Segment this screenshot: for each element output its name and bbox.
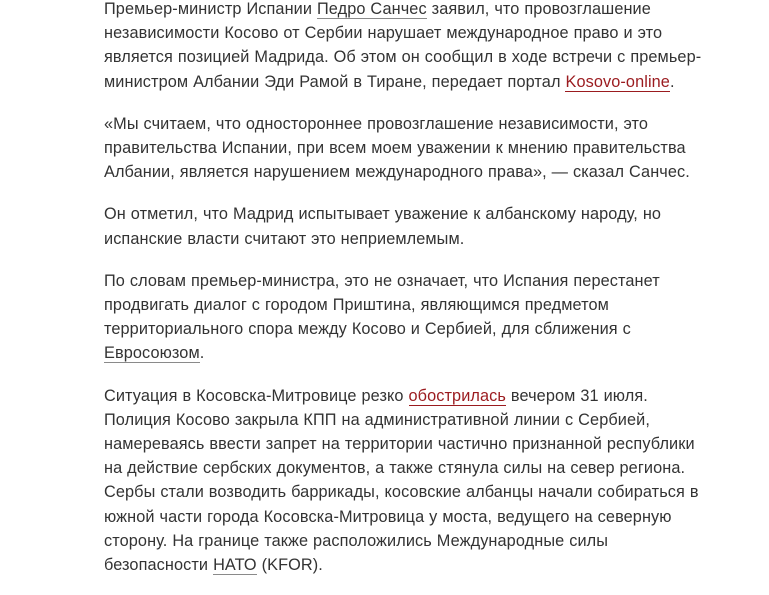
paragraph-2-quote: «Мы считаем, что одностороннее провозглашение независимости, это правительства Испании, при всем моем уважении к мнению правительства Албании, является нарушением международного права», — сказал Санчес.	[104, 114, 690, 182]
paragraph-text: (KFOR).	[256, 556, 323, 575]
paragraph-text: Премьер-министр Испании	[104, 0, 317, 18]
link-kosovo-online[interactable]: Kosovo-online	[565, 72, 670, 91]
paragraph-text: .	[199, 344, 205, 363]
paragraph-text: заявил, что провозглашение независимости Косово от Сербии нарушает международное право и это является позицией Мадрида. Об этом он сообщил в ходе встречи с премьер-министром Албании Эди Рамой в Тиране, передает портал	[104, 0, 702, 91]
paragraph-text: По словам премьер-министра, это не означает, что Испания перестанет продвигать диалог с городом Приштина, являющимся предметом территориального спора между Косово и Сербией, для сближения с	[104, 271, 660, 339]
paragraph-text: .	[669, 72, 675, 91]
paragraph-text: Ситуация в Косовска-Митровице резко	[104, 386, 409, 405]
paragraph-text: вечером 31 июля. Полиция Косово закрыла КПП на административной линии с Сербией, намереваясь ввести запрет на территории частично признанной республики на действие сербских документов, а также стянула силы на север региона. Сербы стали возводить баррикады, косовские албанцы начали собираться в южной части города Косовска-Митровица у моста, ведущего на северную сторону. На границе также расположились Международные силы безопасности	[104, 386, 699, 575]
link-obostrilas[interactable]: обострилась	[408, 386, 506, 405]
article-body	[104, 0, 704, 595]
link-pedro-sanchez[interactable]: Педро Санчес	[317, 0, 427, 18]
paragraph-4	[104, 269, 704, 366]
paragraph-1	[104, 0, 704, 94]
paragraph-5	[104, 384, 704, 578]
paragraph-3: Он отметил, что Мадрид испытывает уважение к албанскому народу, но испанские власти считают это неприемлемым.	[104, 205, 662, 248]
link-eurosoyuz[interactable]: Евросоюзом	[104, 344, 200, 363]
link-nato[interactable]: НАТО	[213, 556, 257, 575]
